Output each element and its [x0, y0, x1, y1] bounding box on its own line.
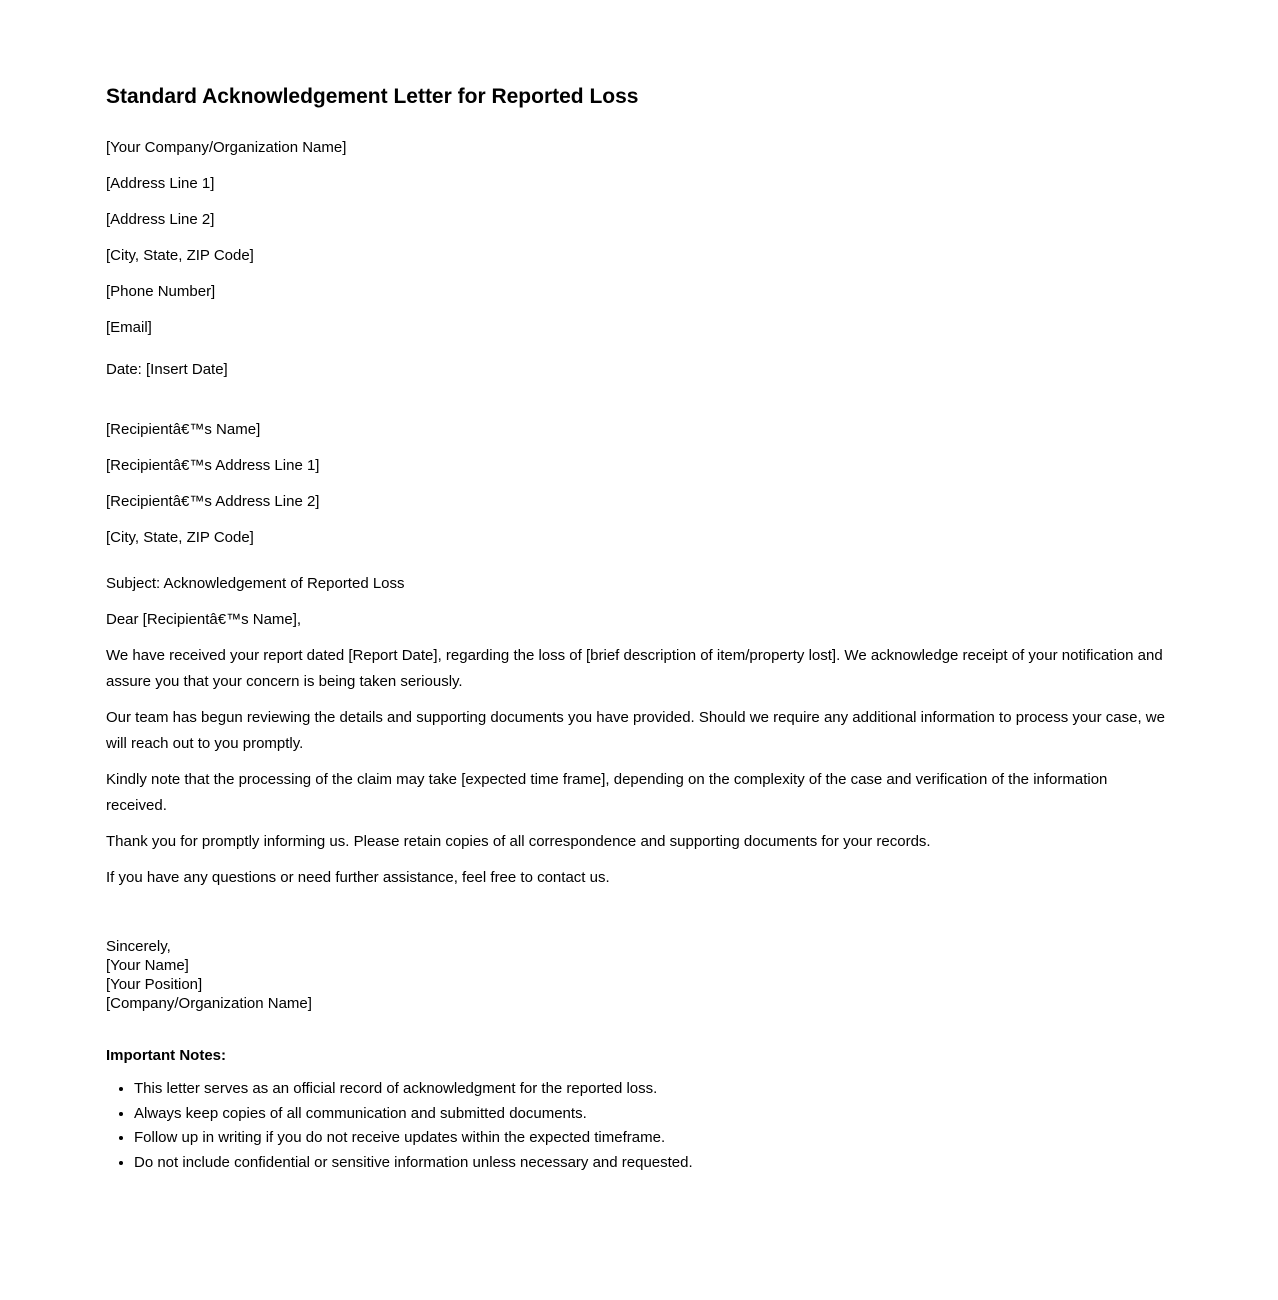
signature-name-line: [Your Name] — [106, 957, 189, 974]
recipient-block — [106, 417, 1172, 551]
note-item: • Follow up in writing if you do not receive updates within the expected timeframe. — [134, 1126, 1172, 1151]
body-paragraph: Thank you for promptly informing us. Please retain copies of all correspondence and supporting documents for your records. — [106, 833, 931, 850]
important-notes-heading: Important Notes: — [106, 1047, 226, 1064]
sender-address-line-1: [Address Line 1] — [106, 175, 215, 192]
note-item: • Do not include confidential or sensitive information unless necessary and requested. — [134, 1151, 1172, 1176]
signature-block — [106, 937, 1172, 1013]
body-paragraph: We have received your report dated [Report Date], regarding the loss of [brief description of item/property lost]. We acknowledge receipt of your notification and assure you that your concern is being taken seriously. — [106, 647, 1163, 690]
sender-email-line: [Email] — [106, 319, 152, 336]
signature-position-line: [Your Position] — [106, 976, 203, 993]
signature-company-line: [Company/Organization Name] — [106, 995, 312, 1012]
recipient-name-line: [Recipientâ€™s Name] — [106, 421, 261, 438]
body-paragraph: Our team has begun reviewing the details and supporting documents you have provided. Should we require any additional information to process your case, we will reach out to you promptly. — [106, 709, 1165, 752]
sender-address-line-2: [Address Line 2] — [106, 211, 215, 228]
note-item: • This letter serves as an official record of acknowledgment for the reported loss. — [134, 1077, 1172, 1102]
signature-closing-line: Sincerely, — [106, 938, 171, 955]
important-notes-list — [106, 1077, 1172, 1175]
sender-phone-line: [Phone Number] — [106, 283, 216, 300]
sender-city-state-zip-line: [City, State, ZIP Code] — [106, 247, 254, 264]
recipient-address-line-2: [Recipientâ€™s Address Line 2] — [106, 493, 320, 510]
date-line: Date: [Insert Date] — [106, 361, 228, 378]
sender-company-line: [Your Company/Organization Name] — [106, 139, 347, 156]
body-paragraph: Kindly note that the processing of the claim may take [expected time frame], depending on the complexity of the case and verification of the information received. — [106, 771, 1108, 814]
document-title: Standard Acknowledgement Letter for Reported Loss — [106, 85, 639, 108]
subject-line: Subject: Acknowledgement of Reported Loss — [106, 575, 405, 592]
salutation: Dear [Recipientâ€™s Name], — [106, 611, 302, 628]
sender-block — [106, 135, 1172, 341]
note-item: • Always keep copies of all communication and submitted documents. — [134, 1102, 1172, 1127]
letter-body — [106, 643, 1172, 891]
recipient-city-state-zip-line: [City, State, ZIP Code] — [106, 529, 254, 546]
body-paragraph: If you have any questions or need further assistance, feel free to contact us. — [106, 869, 610, 886]
recipient-address-line-1: [Recipientâ€™s Address Line 1] — [106, 457, 320, 474]
